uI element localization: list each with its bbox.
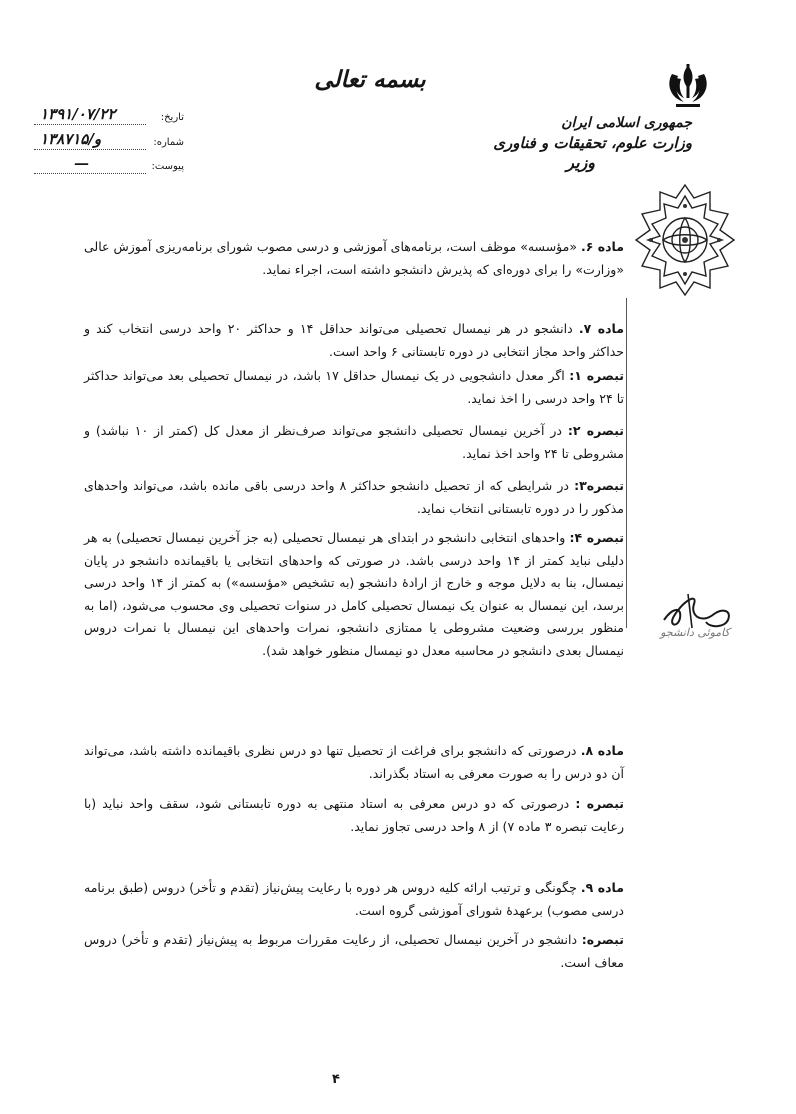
article-6 bbox=[84, 236, 624, 281]
article-text: درصورتی که دانشجو برای فراغت از تحصیل تنها دو درس نظری باقیمانده داشته باشد، می‌تواند آن دو درس را به صورت معرفی به استاد بگذراند. bbox=[84, 743, 624, 781]
note-text: در آخرین نیمسال تحصیلی دانشجو می‌تواند صرف‌نظر از معدل کل (کمتر از ۱۰ نباشد) و مشروطی تا ۲۴ واحد اخذ نماید. bbox=[84, 423, 624, 461]
note-heading: تبصره : bbox=[575, 796, 625, 811]
note-text: دانشجو در آخرین نیمسال تحصیلی، از رعایت مقررات مربوط به پیش‌نیاز (تقدم و تأخر) دروس معاف است. bbox=[84, 932, 624, 970]
minister-title: وزیر bbox=[566, 153, 596, 172]
margin-rule bbox=[626, 298, 627, 628]
article-7 bbox=[84, 318, 624, 363]
article-8 bbox=[84, 740, 624, 785]
date-label: تاریخ: bbox=[160, 112, 184, 123]
note-heading: تبصره ۴: bbox=[569, 530, 624, 545]
page-number: ۴ bbox=[332, 1072, 340, 1087]
attachment-dotted-line bbox=[34, 173, 146, 174]
note-2 bbox=[84, 420, 624, 465]
date-field bbox=[34, 105, 184, 130]
note-text: درصورتی که دو درس معرفی به استاد منتهی به دوره تابستانی شود، سقف واحد نباید (با رعایت تبصره ۳ ماده ۷) از ۸ واحد درسی تجاوز نماید. bbox=[84, 796, 624, 834]
article-heading: ماده ۹. bbox=[580, 880, 624, 895]
note-1 bbox=[84, 365, 624, 410]
note-article-9 bbox=[84, 929, 624, 974]
number-value: ۱۳۸۷۱۵/و bbox=[40, 130, 102, 148]
date-dotted-line bbox=[34, 124, 146, 125]
basmala-heading: بسمه تعالی bbox=[314, 66, 426, 93]
date-value: ۱۳۹۱/۰۷/۲۲ bbox=[40, 105, 116, 123]
ministry-title: وزارت علوم، تحقیقات و فناوری bbox=[493, 134, 692, 152]
note-heading: تبصره: bbox=[581, 932, 624, 947]
article-heading: ماده ۷. bbox=[578, 321, 624, 336]
note-heading: تبصره ۲: bbox=[567, 423, 624, 438]
note-article-8 bbox=[84, 793, 624, 838]
note-text: واحدهای انتخابی دانشجو در ابتدای هر نیمسال تحصیلی (به جز آخرین نیمسال تحصیلی) به هر دلیلی نباید کمتر از ۱۴ واحد درسی باشد. در صورتی که واحدهای انتخابی یا باقیمانده دانشجو در پایان نیمسال، بنا به دلایل موجه و خارج از ارادهٔ دانشجو (به تشخیص «مؤسسه») به کمتر از ۱۴ واحد درسی برسد، این نیمسال به عنوان یک نیمسال تحصیلی کامل در سنوات تحصیلی وی محسوب می‌شود، (اما به منظور بررسی وضعیت مشروطی یا ممتازی دانشجو، نمرات واحدهای این نیمسال با نمرات دروس نیمسال بعدی دانشجو در محاسبه معدل دو نیمسال منظور خواهد شد). bbox=[84, 530, 624, 658]
article-text: دانشجو در هر نیمسال تحصیلی می‌تواند حداقل ۱۴ و حداکثر ۲۰ واحد درسی انتخاب کند و حداکثر واحد مجاز انتخابی در دوره تابستانی ۶ واحد است. bbox=[84, 321, 624, 359]
note-text: در شرایطی که از تحصیل دانشجو حداکثر ۸ واحد درسی باقی مانده باشد، می‌تواند واحدهای مذکور را در دوره تابستانی انتخاب نماید. bbox=[84, 478, 624, 516]
attachment-label: پیوست: bbox=[151, 161, 184, 172]
article-heading: ماده ۸. bbox=[580, 743, 624, 758]
article-heading: ماده ۶. bbox=[580, 239, 624, 254]
article-9 bbox=[84, 877, 624, 922]
note-heading: تبصره۳: bbox=[574, 478, 624, 493]
ornament-medallion-icon bbox=[630, 182, 740, 298]
article-text: چگونگی و ترتیب ارائه کلیه دروس هر دوره با رعایت پیش‌نیاز (تقدم و تأخر) دروس (طبق برنامه درسی مصوب) برعهدهٔ شورای آموزشی گروه است. bbox=[84, 880, 624, 918]
number-field bbox=[34, 130, 184, 155]
stamp-caption: کاموئی دانشجو bbox=[660, 626, 730, 639]
number-label: شماره: bbox=[153, 137, 184, 148]
iran-emblem-icon bbox=[662, 62, 714, 110]
attachment-value: — bbox=[74, 154, 89, 172]
ministry-block bbox=[493, 113, 692, 173]
number-dotted-line bbox=[34, 149, 146, 150]
note-3 bbox=[84, 475, 624, 520]
republic-title: جمهوری اسلامی ایران bbox=[561, 115, 692, 131]
note-4 bbox=[84, 527, 624, 662]
note-heading: تبصره ۱: bbox=[569, 368, 624, 383]
article-text: «مؤسسه» موظف است، برنامه‌های آموزشی و درسی مصوب شورای برنامه‌ریزی آموزش عالی «وزارت» را برای دوره‌ای که پذیرش دانشجو داشته است، اجراء نماید. bbox=[84, 239, 624, 277]
note-text: اگر معدل دانشجویی در یک نیمسال حداقل ۱۷ باشد، در نیمسال تحصیلی بعد می‌تواند حداکثر تا ۲۴ واحد درسی را اخذ نماید. bbox=[84, 368, 624, 406]
attachment-field bbox=[34, 154, 184, 179]
